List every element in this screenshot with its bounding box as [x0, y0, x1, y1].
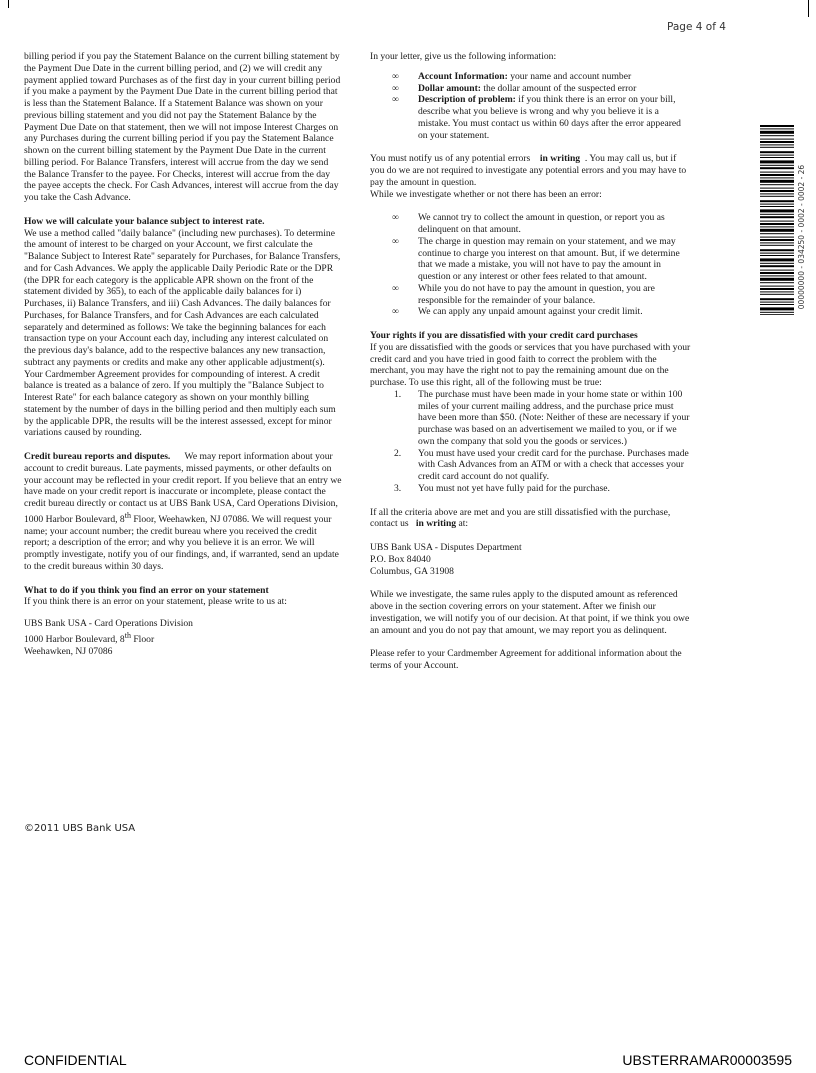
list-item — [370, 236, 692, 283]
criteria-bold: in writing — [415, 518, 457, 530]
notify-paragraph — [370, 153, 692, 188]
info-label: Description of problem: — [418, 94, 516, 106]
rights-heading: Your rights if you are dissatisfied with your credit card purchases — [370, 330, 638, 341]
list-item — [370, 83, 692, 95]
disputes-line-1: UBS Bank USA - Disputes Department — [370, 542, 522, 553]
credit-bureau-paragraph — [24, 451, 342, 573]
left-column — [24, 51, 342, 658]
letter-intro: In your letter, give us the following information: — [370, 51, 557, 62]
list-item — [370, 94, 692, 141]
rights-section — [370, 330, 692, 495]
bullet-infinity-icon: ∞ — [392, 212, 399, 224]
credit-bureau-sup: th — [124, 510, 131, 520]
error-body: If you think there is an error on your statement, please write to us at: — [24, 596, 287, 608]
rights-body: If you are dissatisfied with the goods or services that you have purchased with your credit card and you have tried in good faith to correct the problem with the merchant, you may have the right not to pay the remaining amount due on the purchase. To use this right, all of the following must be true: — [370, 341, 691, 388]
bates-number: UBSTERRAMAR00003595 — [622, 1052, 792, 1068]
barcode-number: 00000000 - 034250 - 0002 - 0002 - 26 — [797, 164, 807, 310]
list-number: 1. — [394, 388, 402, 400]
list-item — [370, 283, 692, 307]
list-item-text: We cannot try to collect the amount in question, or report you as delinquent on that amount. — [418, 212, 665, 235]
credit-bureau-heading: Credit bureau reports and disputes. — [24, 451, 171, 462]
bullet-infinity-icon: ∞ — [392, 82, 399, 94]
card-ops-address — [24, 618, 342, 657]
address-line-1: UBS Bank USA - Card Operations Division — [24, 618, 193, 630]
notify-text-b: . You may call us, but if you do we are not required to investigate any potential errors and you may have to pay the amount in question. — [370, 153, 687, 188]
balance-section — [24, 216, 342, 439]
info-text: if you think there is an error on your bill, describe what you believe is wrong and why you believe it is a mistake. You must contact us within 60 days after the error appeared on your statement. — [418, 94, 681, 141]
list-item — [370, 389, 692, 448]
list-item — [370, 71, 692, 83]
right-column — [370, 51, 692, 672]
disputes-address — [370, 542, 692, 577]
barcode-graphic — [760, 125, 794, 315]
list-number: 2. — [394, 447, 402, 459]
balance-heading: How we will calculate your balance subject to interest rate. — [24, 215, 265, 227]
list-item — [370, 212, 692, 236]
bullet-infinity-icon: ∞ — [392, 235, 399, 247]
list-item-text: You must not yet have fully paid for the purchase. — [418, 482, 610, 494]
bullet-infinity-icon: ∞ — [392, 282, 399, 294]
list-item — [370, 483, 692, 495]
error-section — [24, 585, 342, 609]
credit-bureau-text-1: We may report information about your account to credit bureaus. Late payments, missed payments, or other defaults on your account may be reflected in your credit report. If you believe that an entry we have made on your credit report is inaccurate or incomplete, please contact the credit bureau directly or contact us at UBS Bank USA, Card Operations Division, 1000 Harbor Boulevard, 8 — [24, 451, 342, 525]
page-number: Page 4 of 4 — [667, 21, 726, 33]
criteria-text-a: If all the criteria above are met and you are still dissatisfied with the purchase, contact us — [370, 506, 671, 530]
address-line-3: Weehawken, NJ 07086 — [24, 645, 113, 657]
bullet-infinity-icon: ∞ — [392, 94, 399, 106]
address-line-2 — [24, 630, 342, 646]
same-rules-paragraph: While we investigate, the same rules apply to the disputed amount as referenced above in the section covering errors on your statement. After we finish our investigation, we will notify you of our decision. At that point, if we think you owe an amount and you do not pay that amount, we may report you as delinquent. — [370, 589, 690, 636]
error-heading: What to do if you think you find an error on your statement — [24, 584, 269, 596]
credit-bureau-text-2: Floor, Weehawken, NJ 07086. We will request your name; your account number; the credit bureau where you received the credit report; a description of the error; and why you believe it is an error. We will promptly investigate, notify you of our findings, and, if warranted, send an update to the credit bureaus within 30 days. — [24, 513, 339, 572]
list-item — [370, 448, 692, 483]
notify-section — [370, 153, 692, 200]
while-investigate: While we investigate whether or not there has been an error: — [370, 188, 602, 200]
list-number: 3. — [394, 482, 402, 494]
address-sup: th — [124, 630, 131, 640]
info-label: Dollar amount: — [418, 82, 481, 94]
disputes-line-2: P.O. Box 84040 — [370, 553, 431, 565]
interest-paragraph: billing period if you pay the Statement Balance on the current billing statement by the Payment Due Date in the current billing period, and (2) we will credit any payment applied toward Purchases as of the first day in your current billing period if you make a payment by the Payment Due Date in the current billing period that is less than the Statement Balance. If a Statement Balance was shown on your previous billing statement and you did not pay the Statement Balance by the Payment Due Date on that statement, then we will not impose Interest Charges on any Purchases during the current billing period if you pay the Statement Balance shown on the current billing statement by the Payment Due Date in the current billing period. For Balance Transfers, interest will accrue from the day we send the Balance Transfer to the payee. For Checks, interest will accrue from the day the payee accepts the check. For Cash Advances, interest will accrue from the day you take the Cash Advance. — [24, 51, 341, 203]
page-edge-right — [808, 0, 809, 17]
info-list — [370, 71, 692, 142]
address-floor: Floor — [130, 634, 155, 646]
bullet-infinity-icon: ∞ — [392, 70, 399, 82]
page-edge-left — [8, 0, 9, 8]
investigate-list — [370, 212, 692, 318]
criteria-section — [370, 507, 692, 531]
list-item-text: You must have used your credit card for the purchase. Purchases made with Cash Advances from an ATM or with a check that accesses your credit card account do not qualify. — [418, 447, 689, 482]
list-item-text: The purchase must have been made in your home state or within 100 miles of your current mailing address, and the purchase price must have been more than $50. (Note: Neither of these are necessary if your purchase was based on an advertisement we mailed to you, or if we own the company that sold you the goods or services.) — [418, 388, 690, 447]
rights-list — [370, 389, 692, 495]
credit-bureau-section — [24, 451, 342, 573]
notify-bold: in writing — [539, 153, 581, 165]
criteria-paragraph — [370, 507, 692, 531]
info-text: the dollar amount of the suspected error — [480, 82, 637, 94]
disputes-line-3: Columbus, GA 31908 — [370, 565, 454, 577]
balance-body: We use a method called "daily balance" (including new purchases). To determine the amount of interest to be charged on your Account, we first calculate the "Balance Subject to Interest Rate" separately for Purchases, for Balance Transfers, and for Cash Advances. We apply the applicable Daily Periodic Rate or the DPR (the DPR for each category is the applicable APR shown on the front of the statement divided by 365), to each of the applicable daily balances for i) Purchases, ii) Balance Transfers, and iii) Cash Advances. The daily balances for Purchases, for Balance Transfers, and for Cash Advances are each calculated separately and determined as follows: We take the beginning balances for each transaction type on your Account each day, including any interest calculated on the previous day's balance, add to the respective balances any new transaction, subtract any payments or credits and make any other applicable adjustment(s). Your Cardmember Agreement provides for compounding of interest. A credit balance is treated as a balance of zero. If you multiply the "Balance Subject to Interest Rate" for each balance category as shown on your monthly billing statement by the number of days in the billing period and then multiply each sum by the applicable DPR, the results will be the interest assessed, except for minor variations caused by rounding. — [24, 227, 341, 439]
refer-paragraph: Please refer to your Cardmember Agreement for additional information about the terms of your Account. — [370, 648, 682, 671]
list-item — [370, 306, 692, 318]
list-item-text: The charge in question may remain on your statement, and we may continue to charge you interest on that amount. But, if we determine that we made a mistake, you will not have to pay the amount in question or any interest or other fees related to that amount. — [418, 235, 680, 282]
info-label: Account Information: — [418, 70, 508, 82]
address-street: 1000 Harbor Boulevard, 8 — [24, 634, 125, 646]
confidential-label: CONFIDENTIAL — [24, 1052, 127, 1068]
notify-text-a: You must notify us of any potential errors — [370, 153, 533, 165]
list-item-text: We can apply any unpaid amount against your credit limit. — [418, 306, 643, 318]
barcode-label — [796, 162, 808, 312]
criteria-text-b: at: — [456, 518, 469, 530]
copyright: ©2011 UBS Bank USA — [24, 823, 136, 834]
info-text: your name and account number — [507, 70, 632, 82]
bullet-infinity-icon: ∞ — [392, 306, 399, 318]
list-item-text: While you do not have to pay the amount in question, you are responsible for the remainder of your balance. — [418, 282, 655, 306]
